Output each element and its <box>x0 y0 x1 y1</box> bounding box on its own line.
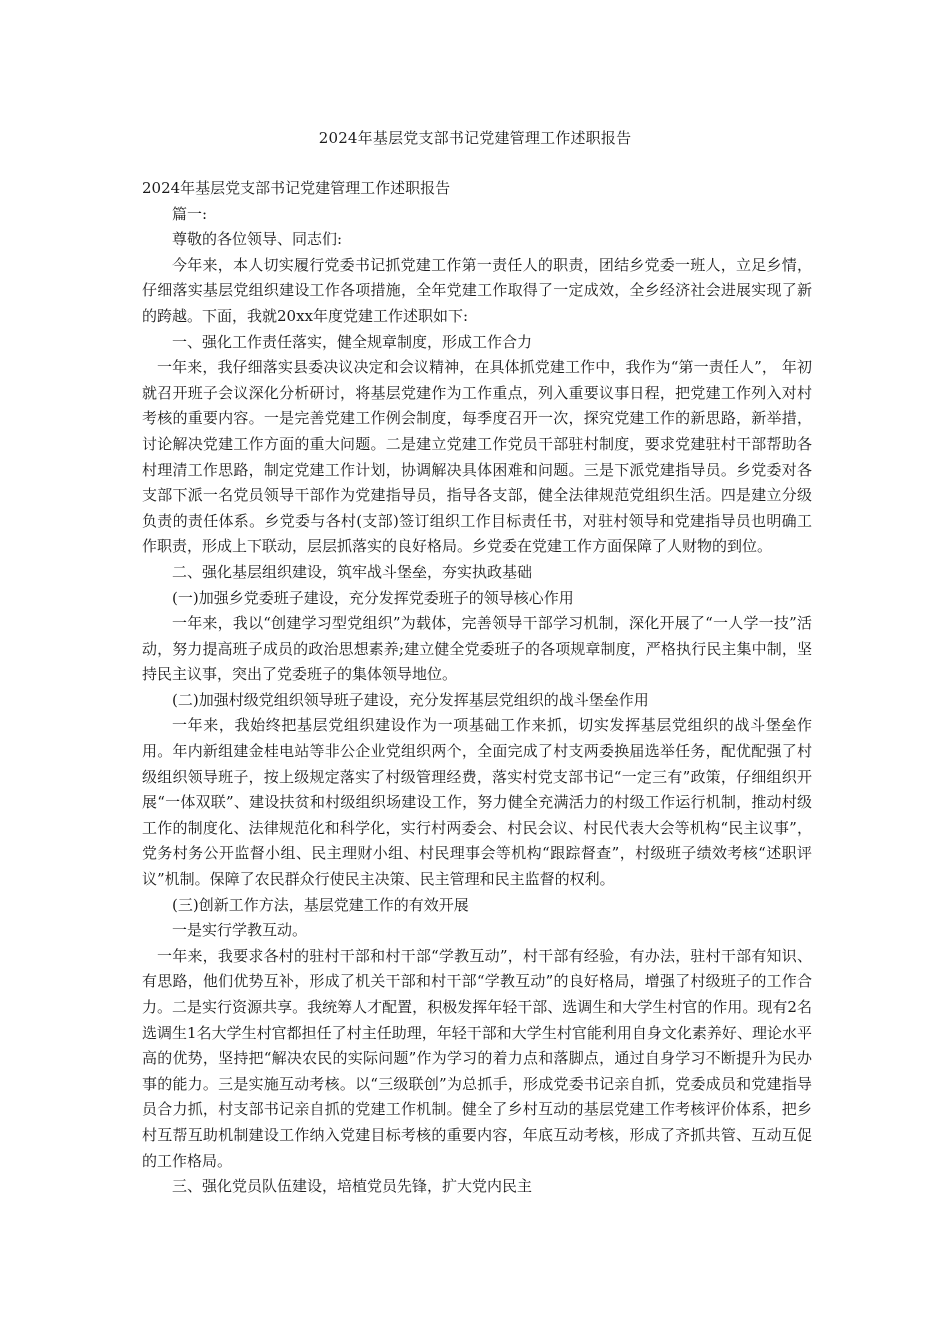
paragraph: 一年来，我要求各村的驻村干部和村干部“学教互动”，村干部有经验，有办法，驻村干部有知识、有思路，他们优势互补，形成了机关干部和村干部“学教互动”的良好格局，增强了村级班子的工作合力。二是实行资源共享。我统筹人才配置，积极发挥年轻干部、选调生和大学生村官的作用。现有2名选调生1名大学生村官都担任了村主任助理，年轻干部和大学生村官能利用自身文化素养好、理论水平高的优势，坚持把“解决农民的实际问题”作为学习的着力点和落脚点，通过自身学习不断提升为民办事的能力。三是实施互动考核。以“三级联创”为总抓手，形成党委书记亲自抓，党委成员和党建指导员合力抓，村支部书记亲自抓的党建工作机制。健全了乡村互动的基层党建工作考核评价体系，把乡村互帮互助机制建设工作纳入党建目标考核的重要内容，年底互动考核，形成了齐抓共管、互动互促的工作格局。 <box>142 946 812 1170</box>
subsection-heading: (二)加强村级党组织领导班子建设，充分发挥基层党组织的战斗堡垒作用 <box>172 690 649 709</box>
subsection-heading: (一)加强乡党委班子建设，充分发挥党委班子的领导核心作用 <box>172 588 574 607</box>
document-title: 2024年基层党支部书记党建管理工作述职报告 <box>318 129 632 147</box>
section-heading: 二、强化基层组织建设，筑牢战斗堡垒，夯实执政基础 <box>172 562 533 581</box>
subsection-heading: (三)创新工作方法，基层党建工作的有效开展 <box>172 895 469 914</box>
paragraph: 一年来，我始终把基层党组织建设作为一项基础工作来抓，切实发挥基层党组织的战斗堡垒作用。年内新组建金桂电站等非公企业党组织两个，全面完成了村支两委换届选举任务，配优配强了村级组织领导班子，按上级规定落实了村级管理经费，落实村党支部书记“一定三有”政策，仔细组织开展“一体双联”、建设扶贫和村级组织场建设工作，努力健全充满活力的村级工作运行机制，推动村级工作的制度化、法律规范化和科学化，实行村两委会、村民会议、村民代表大会等机构“民主议事”，党务村务公开监督小组、民主理财小组、村民理事会等机构“跟踪督查”，村级班子绩效考核“述职评议”机制。保障了农民群众行使民主决策、民主管理和民主监督的权利。 <box>142 716 812 889</box>
salutation: 尊敬的各位领导、同志们: <box>172 230 343 249</box>
paragraph: 一是实行学教互动。 <box>172 921 308 940</box>
document-subtitle: 2024年基层党支部书记党建管理工作述职报告 <box>142 179 451 197</box>
paragraph: 今年来，本人切实履行党委书记抓党建工作第一责任人的职责，团结乡党委一班人，立足乡情，仔细落实基层党组织建设工作各项措施，全年党建工作取得了一定成效，全乡经济社会进展实现了新的跨越。下面，我就20xx年度党建工作述职如下: <box>142 255 812 325</box>
section-heading: 一、强化工作责任落实，健全规章制度，形成工作合力 <box>172 332 533 351</box>
document-body <box>142 176 812 1200</box>
paragraph: 一年来，我以“创建学习型党组织”为载体，完善领导干部学习机制，深化开展了“一人学一技”活动，努力提高班子成员的政治思想素养;建立健全党委班子的各项规章制度，严格执行民主集中制，坚持民主议事，突出了党委班子的集体领导地位。 <box>142 614 812 684</box>
section-heading: 三、强化党员队伍建设，培植党员先锋，扩大党内民主 <box>172 1177 533 1196</box>
section-label: 篇一: <box>172 204 208 223</box>
paragraph: 一年来，我仔细落实县委决议决定和会议精神，在具体抓党建工作中，我作为“第一责任人”， 年初就召开班子会议深化分析研讨，将基层党建作为工作重点，列入重要议事日程，把党建工作列入对村考核的重要内容。一是完善党建工作例会制度，每季度召开一次，探究党建工作的新思路，新举措，讨论解决党建工作方面的重大问题。二是建立党建工作党员干部驻村制度，要求党建驻村干部帮助各村理清工作思路，制定党建工作计划，协调解决具体困难和问题。三是下派党建指导员。乡党委对各支部下派一名党员领导干部作为党建指导员，指导各支部，健全法律规范党组织生活。四是建立分级负责的责任体系。乡党委与各村(支部)签订组织工作目标责任书，对驻村领导和党建指导员也明确工作职责，形成上下联动，层层抓落实的良好格局。乡党委在党建工作方面保障了人财物的到位。 <box>142 358 812 556</box>
